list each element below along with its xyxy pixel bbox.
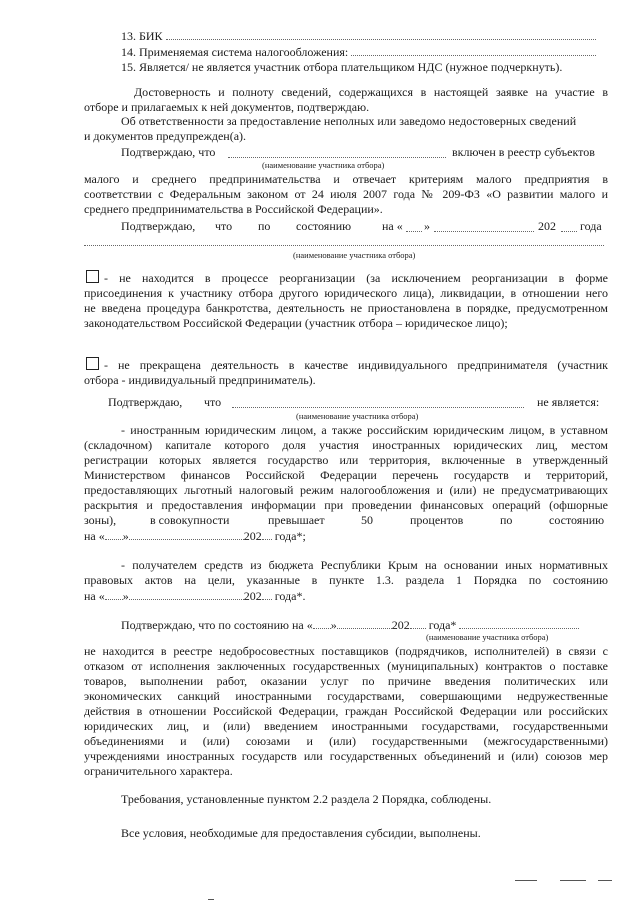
unfair-day-field[interactable]	[313, 617, 331, 629]
item-tax-system	[121, 44, 596, 59]
entrepreneur-line-1: - не прекращена деятельность в качестве индивидуального предпринимателя (участник	[104, 358, 608, 372]
legal-entity-line-1: - не находится в процессе реорганизации (за исключением реорганизации в форме	[104, 271, 608, 285]
unfair-confirm-line	[121, 617, 579, 632]
unfair-suffix: года*	[428, 618, 457, 632]
foreign-line-4: Министерством финансов Российской Федерации перечень государств и территорий,	[84, 468, 608, 482]
legal-entity-line-4: законодательством Российской Федерации (участник отбора – юридическое лицо);	[84, 316, 508, 330]
footer-dash-4	[208, 899, 214, 900]
item-bik	[121, 28, 596, 43]
unfair-month-field[interactable]	[337, 617, 392, 629]
entrepreneur-checkbox[interactable]	[86, 357, 99, 370]
foreign-year-field[interactable]	[262, 528, 272, 540]
smb-included: включен в реестр субъектов	[452, 145, 595, 159]
foreign-caption: (наименование участника отбора)	[296, 411, 419, 421]
foreign-date	[84, 528, 306, 543]
smb-line-1: малого и среднего предпринимательства и отвечает критериям малого предприятия в	[84, 172, 608, 186]
unfair-line-9: ограничительного характера.	[84, 764, 233, 778]
tax-system-field[interactable]	[351, 44, 596, 56]
foreign-is-not: не является:	[537, 395, 600, 409]
legal-entity-line-2: присоединения к участнику отбора другого юридического лица), ликвидации, в отношении него	[84, 286, 608, 300]
unfair-line-4: экономических санкций иностранными государствами, совершающими недружественные	[84, 689, 608, 703]
foreign-line-7a: зоны),	[84, 513, 117, 527]
requirements-statement: Требования, установленные пунктом 2.2 раздела 2 Порядка, соблюдены.	[121, 792, 492, 806]
unfair-line-2: отказом от исполнения заключенных государственных (муниципальных) контрактов о поставке	[84, 659, 608, 673]
foreign-line-7g: состоянию	[549, 513, 605, 527]
foreign-line-2: (складочном) капитале которого доля участия иностранных юридических лиц, местом	[84, 438, 608, 452]
liability-line-1: Об ответственности за предоставление неполных или заведомо недостоверных сведений	[121, 114, 577, 128]
foreign-line-7b: в совокупности	[150, 513, 230, 527]
state-w1: Подтверждаю,	[121, 219, 196, 233]
smb-confirm: Подтверждаю, что	[121, 145, 216, 159]
reliability-line-2: отборе и прилагаемых к ней документов, подтверждаю.	[84, 100, 370, 114]
smb-line-3: среднего предпринимательства в Российской Федерации».	[84, 202, 383, 216]
budget-date-year: 202	[243, 589, 262, 603]
tax-system-label: 14. Применяемая система налогообложения:	[121, 45, 349, 59]
foreign-date-year: 202	[243, 529, 262, 543]
unfair-line-3: товаров, выполнении работ, оказании услуг по причине введения политических или	[84, 674, 608, 688]
state-caption: (наименование участника отбора)	[293, 250, 416, 260]
foreign-line-3: регистрации которых является государство или территория, включенные в утвержденный	[84, 453, 608, 467]
state-w7: 202	[538, 219, 556, 233]
foreign-line-7e: процентов	[410, 513, 464, 527]
foreign-line-7c: превышает	[268, 513, 325, 527]
footer-dash-1	[515, 880, 537, 881]
state-day-field[interactable]	[406, 220, 422, 232]
foreign-that: что	[204, 395, 222, 409]
foreign-line-5: предоставляющих льготный налоговый режим налогообложения и (или) не предусматривающих	[84, 483, 608, 497]
budget-month-field[interactable]	[129, 588, 244, 600]
foreign-day-field[interactable]	[105, 528, 123, 540]
budget-day-field[interactable]	[105, 588, 123, 600]
budget-date-mid: »	[122, 589, 129, 603]
foreign-month-field[interactable]	[129, 528, 244, 540]
state-year-field[interactable]	[561, 220, 577, 232]
unfair-year: 202	[391, 618, 410, 632]
foreign-participant-field[interactable]	[232, 396, 524, 408]
entrepreneur-line-2: отбора - индивидуальный предприниматель).	[84, 373, 316, 387]
unfair-line-1: не находится в реестре недобросовестных поставщиков (подрядчиков, исполнителей) в связи с	[84, 644, 608, 658]
unfair-year-field[interactable]	[410, 617, 426, 629]
state-w8: года	[580, 219, 602, 233]
foreign-line-6: раскрытия и предоставления информации при проведении финансовых операций (офшорные	[84, 498, 608, 512]
foreign-confirm: Подтверждаю,	[108, 395, 183, 409]
bik-field[interactable]	[166, 28, 596, 40]
footer-dash-3	[598, 880, 612, 881]
legal-entity-checkbox[interactable]	[86, 270, 99, 283]
unfair-line-5: действия в отношении Российской Федерации, граждан Российской Федерации или российских	[84, 704, 608, 718]
smb-line-2: соответствии с Федеральным законом от 24 июля 2007 года № 209-ФЗ «О развитии малого и	[84, 187, 608, 201]
budget-line-1: - получателем средств из бюджета Республики Крым на основании иных нормативных	[121, 558, 608, 572]
foreign-line-7d: 50	[361, 513, 373, 527]
unfair-mid: »	[330, 618, 337, 632]
unfair-line-6: юридических лиц, и (или) введением иностранными государствами, государственными	[84, 719, 608, 733]
state-w4: состоянию	[296, 219, 352, 233]
unfair-participant-field[interactable]	[459, 617, 579, 629]
budget-line-2: правовых актов на цели, указанные в пункте 1.3. раздела 1 Порядка по состоянию	[84, 573, 608, 587]
state-month-field[interactable]	[434, 220, 534, 232]
state-w5: на «	[382, 219, 403, 233]
state-w2: что	[215, 219, 233, 233]
unfair-confirm: Подтверждаю, что по состоянию на «	[121, 618, 313, 632]
item-vat: 15. Является/ не является участник отбора плательщиком НДС (нужное подчеркнуть).	[121, 60, 563, 74]
foreign-date-suffix: года*;	[274, 529, 306, 543]
budget-date-suffix: года*.	[274, 589, 306, 603]
budget-date	[84, 588, 305, 603]
foreign-line-7f: по	[500, 513, 513, 527]
conditions-statement: Все условия, необходимые для предоставления субсидии, выполнены.	[121, 826, 481, 840]
foreign-line-1: - иностранным юридическим лицом, а также российским юридическим лицом, в уставном	[121, 423, 608, 437]
unfair-caption: (наименование участника отбора)	[426, 632, 549, 642]
bik-label: 13. БИК	[121, 29, 163, 43]
state-w6: »	[424, 219, 430, 233]
state-w3: по	[258, 219, 271, 233]
footer-dash-2	[560, 880, 586, 881]
unfair-line-7: объединениями и (или) союзами и (или) государственными (межгосударственными)	[84, 734, 608, 748]
liability-line-2: и документов предупрежден(а).	[84, 129, 247, 143]
foreign-date-mid: »	[122, 529, 129, 543]
smb-participant-field[interactable]	[228, 146, 446, 158]
reliability-line-1: Достоверность и полноту сведений, содержащихся в настоящей заявке на участие в	[134, 85, 608, 99]
smb-caption: (наименование участника отбора)	[262, 160, 385, 170]
state-participant-field[interactable]	[84, 234, 604, 246]
legal-entity-line-3: не введена процедура банкротства, деятельность не приостановлена в порядке, предусмотренном	[84, 301, 608, 315]
unfair-line-8: учреждениями иностранных государств или государственных объединений и (или) союзов мер	[84, 749, 608, 763]
foreign-date-prefix: на «	[84, 529, 105, 543]
budget-date-prefix: на «	[84, 589, 105, 603]
budget-year-field[interactable]	[262, 588, 272, 600]
